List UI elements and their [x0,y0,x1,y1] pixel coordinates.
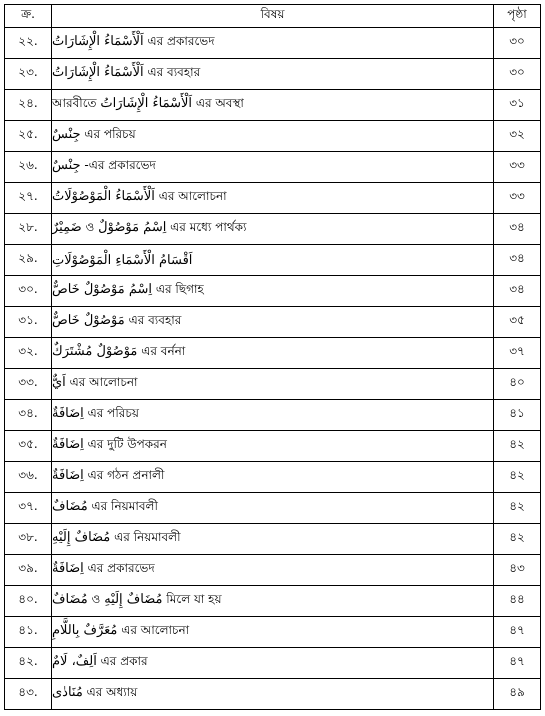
row-topic-conjunction: ও [91,592,101,606]
row-topic [52,400,494,431]
row-topic-bengali: এর মধ্যে পার্থক্য [170,220,247,234]
table-row [5,400,541,431]
row-topic [52,369,494,400]
row-topic-arabic: ضَمِيْرٌ [52,220,82,235]
row-topic-arabic: اَيٌّ [52,375,66,390]
table-body [5,28,541,710]
table-row [5,90,541,121]
row-serial: ২৬. [5,152,52,183]
row-topic-arabic: اَلِفٌ، لَامٌ [52,654,97,669]
row-topic-bengali: এর নিয়মাবলী [114,530,181,544]
row-topic-arabic-2: مُضَافٌ إِلَيْهِ [104,592,163,607]
row-topic [52,121,494,152]
row-topic-arabic: اِضَافَةٌ [52,437,84,452]
row-topic-arabic: مُنَادٰى [52,685,83,700]
row-serial: ৩৮. [5,524,52,555]
row-page-number: ৩৪ [494,276,541,307]
row-topic-arabic: مُضَافٌ [52,499,88,514]
table-row [5,586,541,617]
row-page-number: ৩৫ [494,307,541,338]
row-page-number: ৪৩ [494,555,541,586]
row-serial: ৩৫. [5,431,52,462]
row-topic-arabic: اِضَافَةٌ [52,406,84,421]
row-topic-arabic: اَلْأَسْمَاءُ الْإِشَارَاتُ [100,96,193,111]
row-topic-arabic: اَقْسَامُ الْأَسْمَاءِ الْمَوْصُوْلَاتِ [52,252,193,268]
row-topic-arabic: اَلْأَسْمَاءُ الْإِشَارَاتُ [52,34,144,49]
row-serial: ২২. [5,28,52,59]
row-topic-bengali: এর গঠন প্রনালী [87,468,165,482]
table-row [5,431,541,462]
row-topic [52,679,494,710]
row-topic-arabic: مَوْصُوْلٌ خَاصٌّ [52,313,125,328]
row-topic [52,555,494,586]
row-topic-bengali: মিলে যা হয় [166,592,222,606]
row-topic-arabic-2: اِسْمُ مَوْصُوْلٌ [98,220,167,235]
row-page-number: ৪৯ [494,679,541,710]
row-topic [52,214,494,245]
row-page-number: ৩৩ [494,152,541,183]
row-topic-prefix: আরবীতে [52,96,97,110]
table-row [5,338,541,369]
row-topic-arabic: جِنْسٌ [52,158,81,173]
row-topic-arabic: اِضَافَةٌ [52,561,84,576]
row-topic-bengali: এর আলোচনা [69,375,138,389]
row-topic [52,152,494,183]
row-serial: ৩৬. [5,462,52,493]
row-serial: ২৪. [5,90,52,121]
row-topic [52,648,494,679]
row-topic [52,276,494,307]
row-topic [52,183,494,214]
row-topic-bengali: এর ব্যবহার [147,65,201,79]
row-page-number: ৩১ [494,90,541,121]
row-page-number: ৪৭ [494,617,541,648]
row-topic-bengali: এর অধ্যায় [86,685,138,699]
header-serial: ক্র. [5,5,52,28]
table-row [5,245,541,276]
row-page-number: ৩২ [494,121,541,152]
row-topic-bengali: এর পরিচয় [87,406,139,420]
table-row [5,648,541,679]
row-topic [52,586,494,617]
row-topic-arabic: مَوْصُوْلٌ مُشْتَرَكٌ [52,344,138,359]
row-topic-arabic: مُعَرَّفٌ بِاللَّامِ [52,623,118,638]
row-topic-bengali: এর প্রকারভেদ [87,561,155,575]
row-topic-bengali: এর প্রকারভেদ [147,34,215,48]
row-page-number: ৪১ [494,400,541,431]
row-serial: ৪৩. [5,679,52,710]
row-serial: ৪২. [5,648,52,679]
row-topic [52,524,494,555]
table-row [5,28,541,59]
row-serial: ৩৪. [5,400,52,431]
table-row [5,524,541,555]
row-serial: ৪০. [5,586,52,617]
row-topic [52,617,494,648]
row-serial: ৩৩. [5,369,52,400]
table-row [5,307,541,338]
row-topic [52,307,494,338]
row-topic-arabic: مُضَافٌ [52,592,88,607]
row-topic-bengali: এর আলোচনা [158,189,227,203]
row-page-number: ৪৭ [494,648,541,679]
header-row [5,5,541,28]
row-topic-bengali: এর প্রকার [100,654,148,668]
row-serial: ২৮. [5,214,52,245]
row-topic-arabic: اَلْأَسْمَاءُ الْإِشَارَاتُ [52,65,144,80]
table-row [5,462,541,493]
table-row [5,679,541,710]
table-row [5,183,541,214]
row-serial: ৪১. [5,617,52,648]
row-page-number: ৩৭ [494,338,541,369]
table-row [5,493,541,524]
row-page-number: ৪০ [494,369,541,400]
table-row [5,152,541,183]
table-row [5,555,541,586]
row-page-number: ৪৪ [494,586,541,617]
row-topic [52,462,494,493]
row-topic-bengali: এর নিয়মাবলী [91,499,158,513]
table-row [5,59,541,90]
table-row [5,214,541,245]
row-serial: ৩৭. [5,493,52,524]
row-page-number: ৪২ [494,524,541,555]
row-serial: ২৯. [5,245,52,276]
row-topic-arabic: اَلْأَسْمَاءُ الْمَوْصُوْلَاتُ [52,189,155,204]
row-topic-arabic: جِنْسٌ [52,127,81,142]
row-topic-conjunction: ও [85,220,95,234]
row-serial: ২৩. [5,59,52,90]
row-page-number: ৩০ [494,59,541,90]
row-topic [52,28,494,59]
row-serial: ২৭. [5,183,52,214]
row-page-number: ৩৪ [494,214,541,245]
row-topic-bengali: এর ব্যবহার [128,313,182,327]
row-topic-arabic: مُضَافٌ إِلَيْهِ [52,530,111,545]
row-serial: ৩৯. [5,555,52,586]
row-serial: ৩০. [5,276,52,307]
row-topic [52,59,494,90]
row-page-number: ৪২ [494,431,541,462]
row-page-number: ৪২ [494,493,541,524]
table-row [5,617,541,648]
row-page-number: ৩৩ [494,183,541,214]
table-row [5,121,541,152]
row-topic-bengali: এর ছিগাহ [155,282,204,296]
header-page: পৃষ্ঠা [494,5,541,28]
row-topic-bengali: এর দুটি উপকরন [87,437,167,451]
row-topic [52,493,494,524]
row-page-number: ৩০ [494,28,541,59]
row-serial: ২৫. [5,121,52,152]
header-topic: বিষয় [52,5,494,28]
row-topic-bengali: এর আলোচনা [121,623,190,637]
row-topic-bengali: -এর প্রকারভেদ [84,158,156,172]
row-topic-bengali: এর পরিচয় [84,127,136,141]
row-topic [52,90,494,121]
contents-table [4,4,541,710]
row-topic-bengali: এর অবস্থা [195,96,244,110]
row-topic [52,338,494,369]
row-topic-arabic: اِضَافَةٌ [52,468,84,483]
table-row [5,369,541,400]
row-topic-bengali: এর বর্ননা [141,344,186,358]
row-topic-arabic: اِسْمُ مَوْصُوْلٌ خَاصٌّ [52,282,153,297]
row-serial: ৩১. [5,307,52,338]
row-serial: ৩২. [5,338,52,369]
row-page-number: ৩৪ [494,245,541,276]
row-topic [52,431,494,462]
row-page-number: ৪২ [494,462,541,493]
table-row [5,276,541,307]
row-topic [52,245,494,276]
